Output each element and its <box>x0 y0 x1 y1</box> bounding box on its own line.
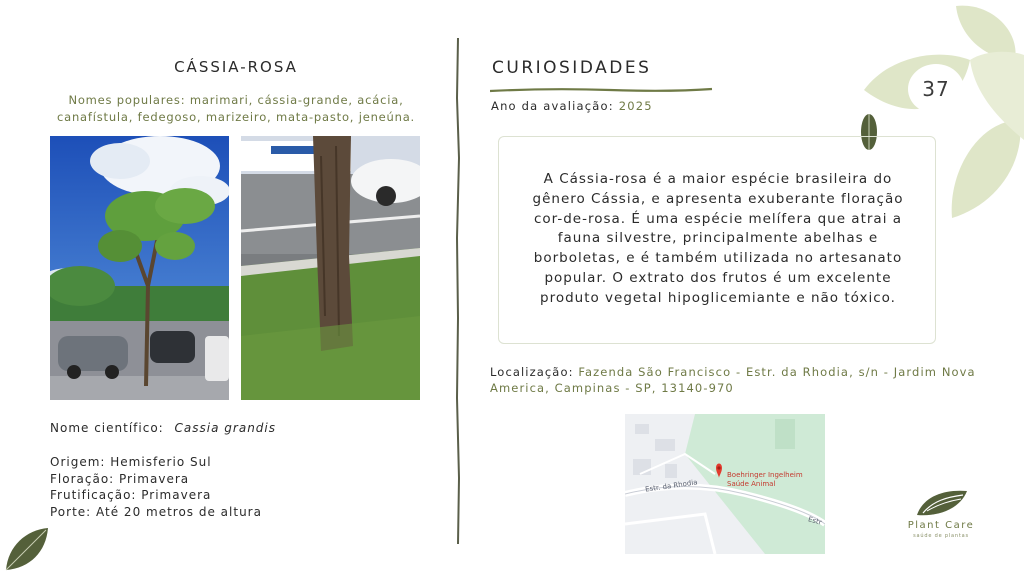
evaluation-value: 2025 <box>618 99 653 113</box>
map-road-label-2: Estr <box>807 515 823 527</box>
page-number: 37 <box>908 64 964 114</box>
popular-names-label: Nomes populares: <box>68 93 186 107</box>
leaf-icon <box>2 526 52 578</box>
brand-tagline: saúde de plantas <box>913 533 969 539</box>
map-marker-label-line1: Boehringer Ingelheim <box>727 471 803 479</box>
origin-text: Origem: Hemisferio Sul <box>50 455 212 469</box>
map-marker-label-line2: Saúde Animal <box>727 480 776 488</box>
location-label: Localização: <box>490 365 574 379</box>
curiosities-text: A Cássia-rosa é a maior espécie brasileira do gênero Cássia, e apresenta exuberante floração cor-de-rosa. É uma espécie melífera que atrai a fauna silvestre, principalmente abelhas e borboletas, e é também utilizada no artesanato popular. O extrato dos frutos é um excelente produto vegetal hipoglicemiante e não tóxico. <box>532 171 904 306</box>
size-text: Porte: Até 20 metros de altura <box>50 504 262 519</box>
popular-names-value: marimari, cássia-grande, acácia, canafístula, fedegoso, marizeiro, mata-pasto, jeneúna. <box>56 93 416 124</box>
evaluation-year <box>491 99 653 113</box>
evaluation-label: Ano da avaliação: <box>491 99 614 113</box>
scientific-value: Cassia grandis <box>174 421 276 435</box>
popular-names <box>40 92 432 126</box>
curiosities-title: CURIOSIDADES <box>492 58 652 78</box>
location <box>490 365 980 396</box>
plant-care-logo-icon <box>913 487 971 523</box>
scientific-name <box>50 421 276 435</box>
location-value: Fazenda São Francisco - Estr. da Rhodia, s/n - Jardim Nova America, Campinas - SP, 13140-970 <box>490 365 976 395</box>
map-road-label: Estr. da Rhodia <box>644 478 699 494</box>
column-divider <box>452 38 464 544</box>
trunk-photo <box>241 136 420 400</box>
location-map[interactable] <box>625 414 825 554</box>
brand-name: Plant Care <box>907 520 975 531</box>
map-marker-label <box>727 471 803 489</box>
title-underline <box>490 79 714 98</box>
species-title: CÁSSIA-ROSA <box>174 58 298 76</box>
scientific-label: Nome científico: <box>50 421 164 435</box>
decorative-leaves <box>860 0 1024 229</box>
tree-photo <box>50 136 229 400</box>
fruiting-text: Frutificação: Primavera <box>50 488 212 502</box>
species-facts <box>50 454 262 520</box>
flowering-text: Floração: Primavera <box>50 471 190 486</box>
